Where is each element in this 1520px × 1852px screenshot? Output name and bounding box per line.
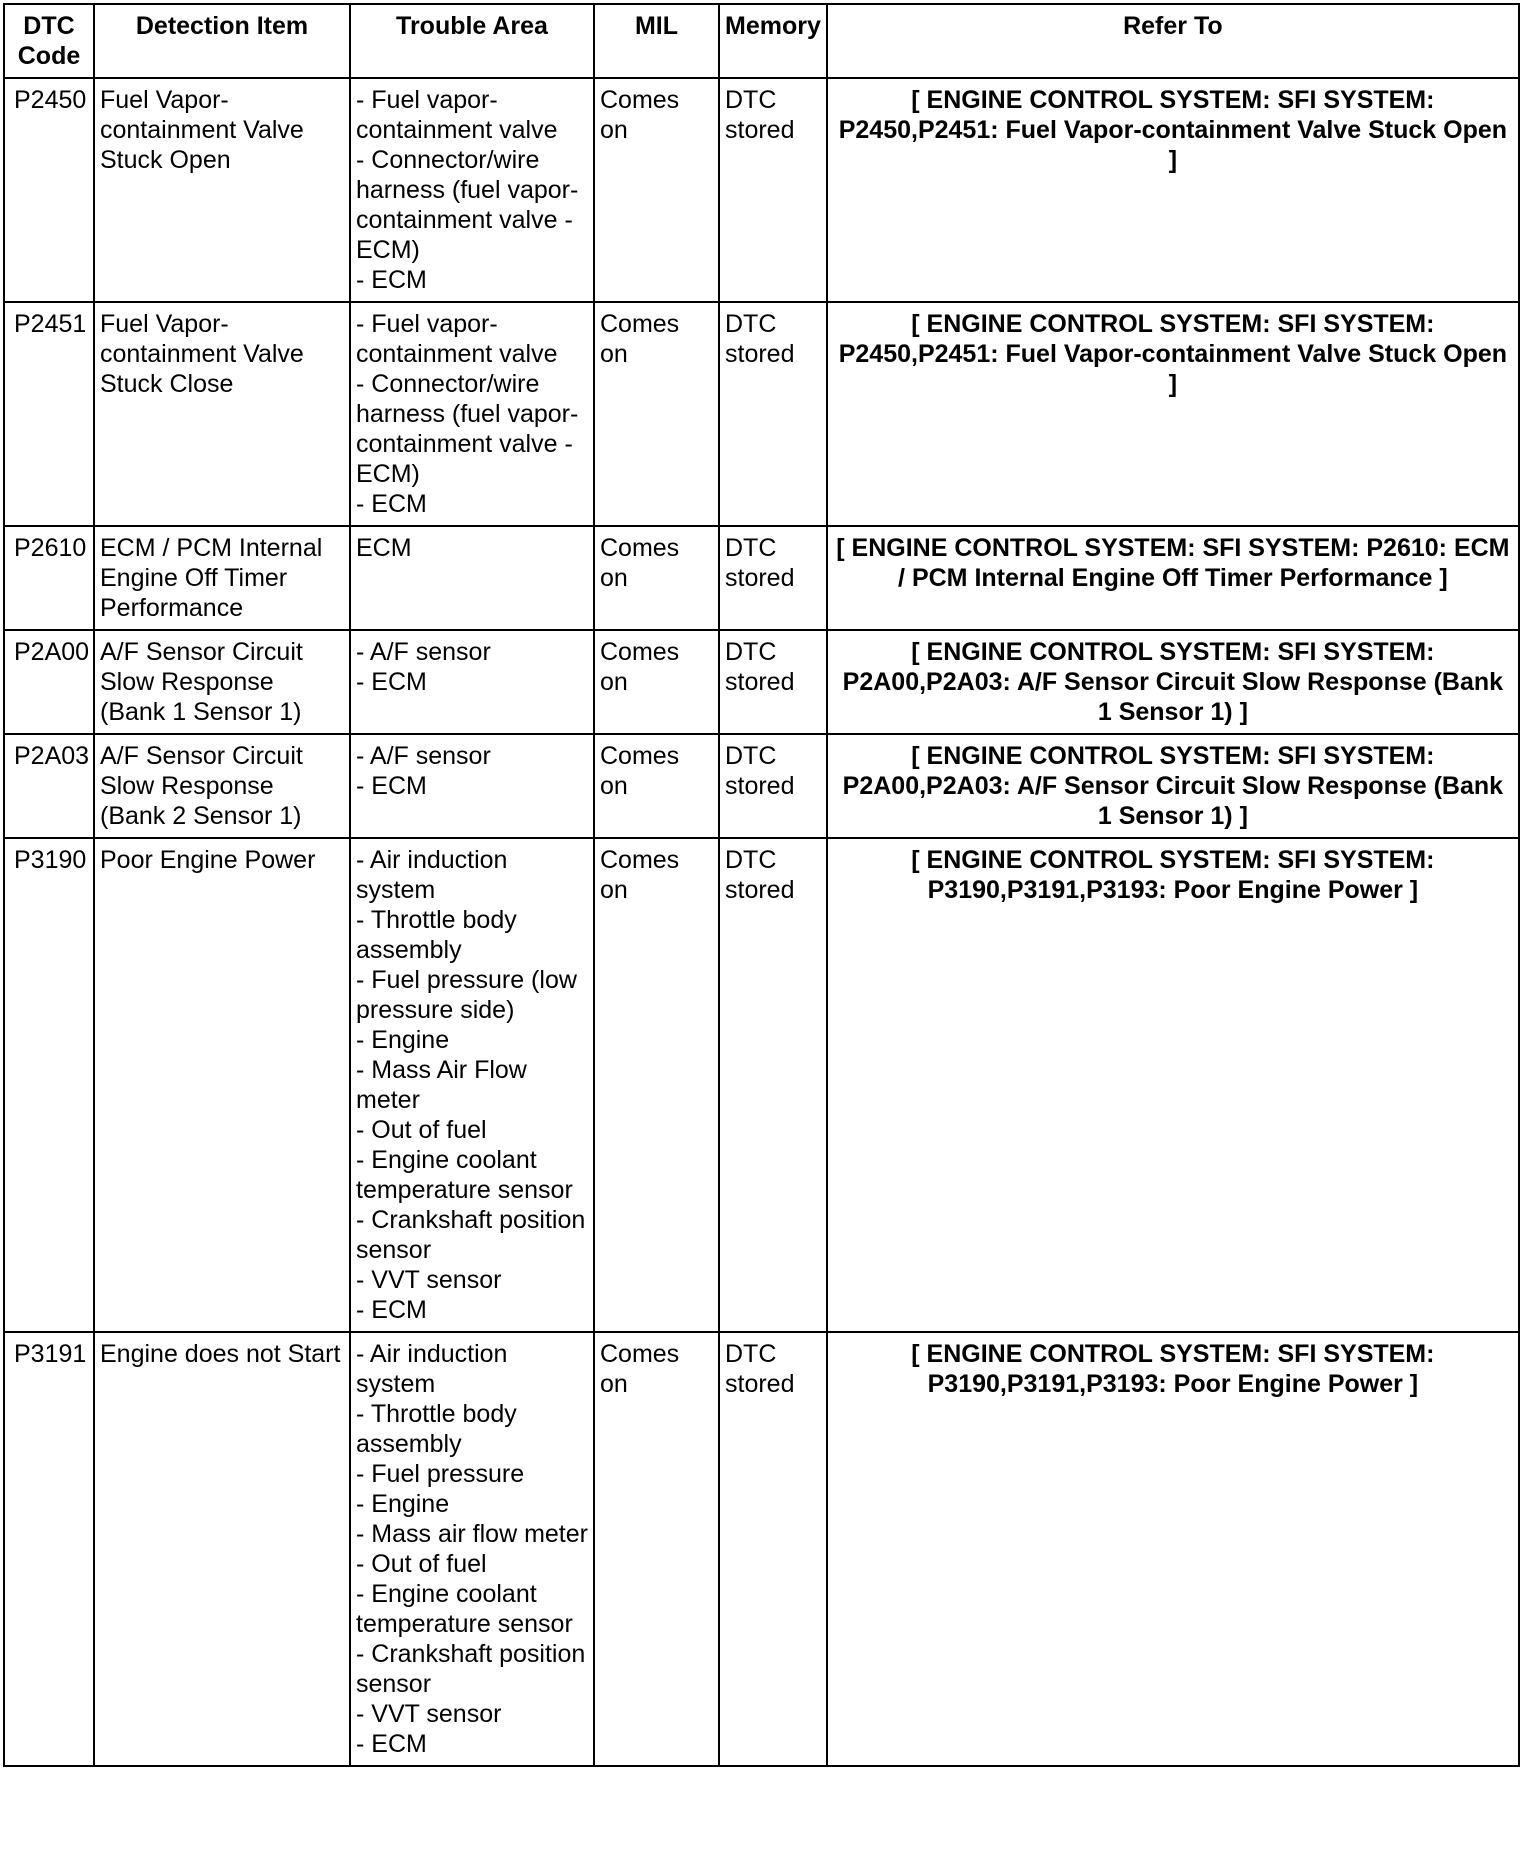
trouble-area-cell — [350, 302, 594, 526]
refer-to-cell: [ ENGINE CONTROL SYSTEM: SFI SYSTEM: P2A00,P2A03: A/F Sensor Circuit Slow Response (Bank 1 Sensor 1) ] — [827, 630, 1519, 734]
trouble-area-item: - VVT sensor — [356, 1700, 502, 1728]
trouble-area-cell — [350, 526, 594, 630]
dtc-code-cell: P3191 — [4, 1332, 94, 1766]
dtc-code-cell: P2A03 — [4, 734, 94, 838]
memory-cell: DTC stored — [719, 1332, 827, 1766]
header-memory: Memory — [719, 4, 827, 78]
trouble-area-item: - Engine coolant temperature sensor — [356, 1580, 573, 1638]
trouble-area-item: - Connector/wire harness (fuel vapor-containment valve - ECM) — [356, 370, 579, 488]
trouble-area-item: - Out of fuel — [356, 1116, 487, 1144]
memory-cell: DTC stored — [719, 838, 827, 1332]
mil-cell: Comes on — [594, 78, 719, 302]
dtc-code-cell: P2610 — [4, 526, 94, 630]
refer-to-cell: [ ENGINE CONTROL SYSTEM: SFI SYSTEM: P2450,P2451: Fuel Vapor-containment Valve Stuck Open ] — [827, 78, 1519, 302]
trouble-area-item: - Air induction system — [356, 1340, 508, 1398]
detection-item-cell: Engine does not Start — [94, 1332, 350, 1766]
mil-cell: Comes on — [594, 630, 719, 734]
trouble-area-cell — [350, 838, 594, 1332]
dtc-code-cell: P2450 — [4, 78, 94, 302]
trouble-area-item: - Air induction system — [356, 846, 508, 904]
header-dtc-code: DTC Code — [4, 4, 94, 78]
table-header-row — [4, 4, 1519, 78]
trouble-area-item: - Crankshaft position sensor — [356, 1640, 586, 1698]
trouble-area-item: - Mass Air Flow meter — [356, 1056, 527, 1114]
trouble-area-item: - Engine coolant temperature sensor — [356, 1146, 573, 1204]
trouble-area-item: - VVT sensor — [356, 1266, 502, 1294]
memory-cell: DTC stored — [719, 302, 827, 526]
mil-cell: Comes on — [594, 1332, 719, 1766]
refer-to-cell: [ ENGINE CONTROL SYSTEM: SFI SYSTEM: P2610: ECM / PCM Internal Engine Off Timer Performance ] — [827, 526, 1519, 630]
table-row — [4, 838, 1519, 1332]
header-refer-to: Refer To — [827, 4, 1519, 78]
trouble-area-cell — [350, 1332, 594, 1766]
memory-cell: DTC stored — [719, 630, 827, 734]
trouble-area-item: - Fuel pressure — [356, 1460, 525, 1488]
trouble-area-item: - Connector/wire harness (fuel vapor-containment valve - ECM) — [356, 146, 579, 264]
dtc-code-cell: P3190 — [4, 838, 94, 1332]
trouble-area-item: - ECM — [356, 490, 427, 518]
trouble-area-item: - Crankshaft position sensor — [356, 1206, 586, 1264]
trouble-area-item: - Fuel vapor-containment valve — [356, 86, 558, 144]
detection-item-cell: Fuel Vapor-containment Valve Stuck Close — [94, 302, 350, 526]
mil-cell: Comes on — [594, 734, 719, 838]
table-row — [4, 302, 1519, 526]
trouble-area-item: - A/F sensor — [356, 638, 491, 666]
detection-item-cell: Fuel Vapor-containment Valve Stuck Open — [94, 78, 350, 302]
memory-cell: DTC stored — [719, 734, 827, 838]
table-row — [4, 1332, 1519, 1766]
trouble-area-item: - ECM — [356, 772, 427, 800]
memory-cell: DTC stored — [719, 78, 827, 302]
refer-to-cell: [ ENGINE CONTROL SYSTEM: SFI SYSTEM: P3190,P3191,P3193: Poor Engine Power ] — [827, 838, 1519, 1332]
mil-cell: Comes on — [594, 838, 719, 1332]
trouble-area-item: - ECM — [356, 668, 427, 696]
detection-item-cell: Poor Engine Power — [94, 838, 350, 1332]
trouble-area-item: - Throttle body assembly — [356, 1400, 517, 1458]
trouble-area-cell — [350, 78, 594, 302]
detection-item-cell: A/F Sensor Circuit Slow Response (Bank 2 Sensor 1) — [94, 734, 350, 838]
dtc-code-cell: P2A00 — [4, 630, 94, 734]
header-trouble-area: Trouble Area — [350, 4, 594, 78]
header-mil: MIL — [594, 4, 719, 78]
dtc-code-cell: P2451 — [4, 302, 94, 526]
trouble-area-item: - ECM — [356, 1296, 427, 1324]
trouble-area-item: - Fuel pressure (low pressure side) — [356, 966, 577, 1024]
table-row — [4, 78, 1519, 302]
dtc-table — [3, 3, 1520, 1767]
mil-cell: Comes on — [594, 302, 719, 526]
table-row — [4, 630, 1519, 734]
trouble-area-item: - ECM — [356, 266, 427, 294]
detection-item-cell: A/F Sensor Circuit Slow Response (Bank 1 Sensor 1) — [94, 630, 350, 734]
trouble-area-item: - ECM — [356, 1730, 427, 1758]
memory-cell: DTC stored — [719, 526, 827, 630]
mil-cell: Comes on — [594, 526, 719, 630]
trouble-area-cell — [350, 630, 594, 734]
trouble-area-cell — [350, 734, 594, 838]
detection-item-cell: ECM / PCM Internal Engine Off Timer Performance — [94, 526, 350, 630]
trouble-area-item: - Throttle body assembly — [356, 906, 517, 964]
trouble-area-item: - A/F sensor — [356, 742, 491, 770]
trouble-area-item: - Mass air flow meter — [356, 1520, 588, 1548]
trouble-area-item: - Out of fuel — [356, 1550, 487, 1578]
table-row — [4, 734, 1519, 838]
header-detection-item: Detection Item — [94, 4, 350, 78]
trouble-area-item: - Fuel vapor-containment valve — [356, 310, 558, 368]
table-row — [4, 526, 1519, 630]
trouble-area-item: - Engine — [356, 1490, 450, 1518]
refer-to-cell: [ ENGINE CONTROL SYSTEM: SFI SYSTEM: P2450,P2451: Fuel Vapor-containment Valve Stuck Open ] — [827, 302, 1519, 526]
trouble-area-item: ECM — [356, 534, 412, 562]
refer-to-cell: [ ENGINE CONTROL SYSTEM: SFI SYSTEM: P3190,P3191,P3193: Poor Engine Power ] — [827, 1332, 1519, 1766]
trouble-area-item: - Engine — [356, 1026, 450, 1054]
refer-to-cell: [ ENGINE CONTROL SYSTEM: SFI SYSTEM: P2A00,P2A03: A/F Sensor Circuit Slow Response (Bank 1 Sensor 1) ] — [827, 734, 1519, 838]
